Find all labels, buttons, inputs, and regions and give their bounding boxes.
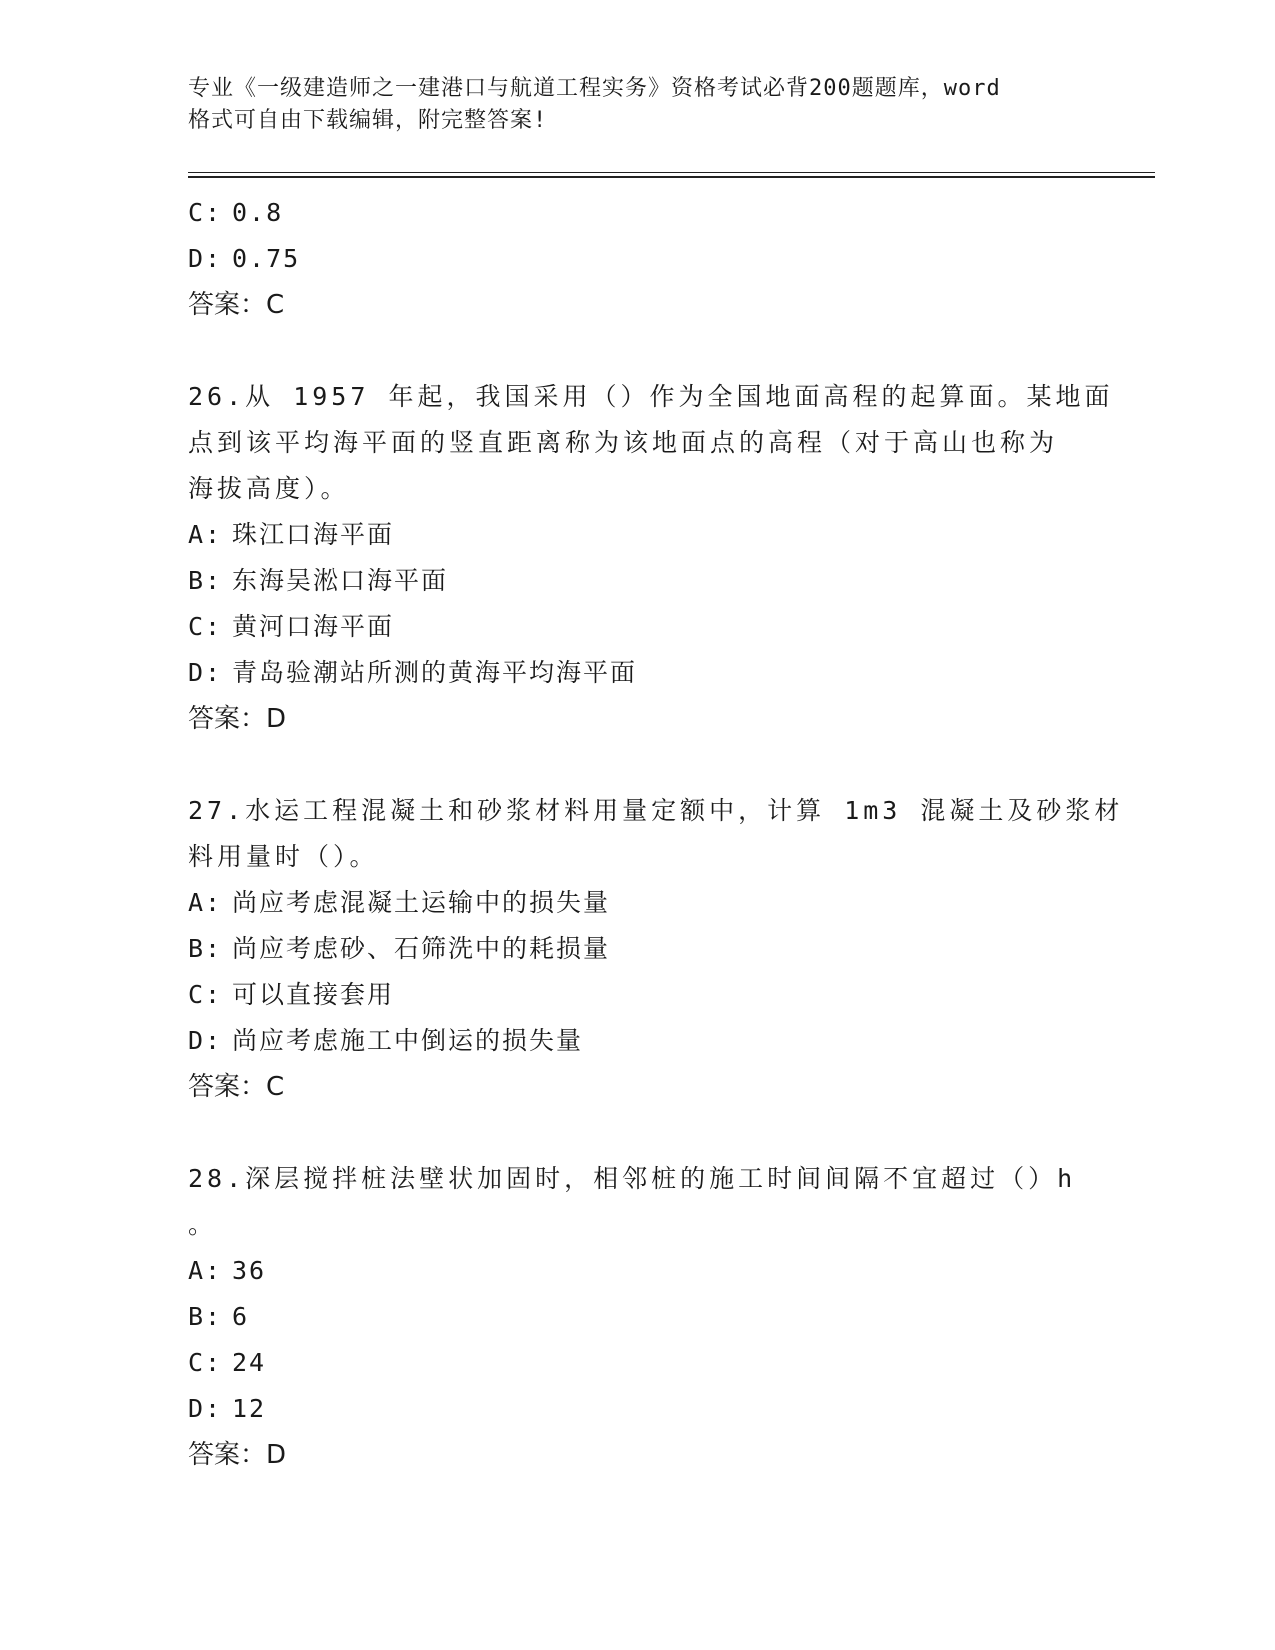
- question-text-line: 海拔高度）。: [188, 474, 350, 503]
- header-divider-thin: [188, 172, 1155, 173]
- header-divider-thick: [188, 176, 1155, 178]
- question-text-line: 26.从 1957 年起，我国采用（）作为全国地面高程的起算面。某地面: [188, 382, 1114, 411]
- option-a: A: 36: [188, 1256, 267, 1285]
- option-d: D: 12: [188, 1394, 267, 1423]
- answer: 答案：C: [188, 290, 285, 320]
- question-25-tail: [188, 190, 1088, 328]
- option-c: C: 0.8: [188, 198, 284, 227]
- document-header: [188, 73, 1068, 137]
- option-a: A: 尚应考虑混凝土运输中的损失量: [188, 888, 611, 917]
- option-d: D: 青岛验潮站所测的黄海平均海平面: [188, 658, 638, 687]
- question-text-line: 。: [188, 1210, 218, 1239]
- question-text-line: 27.水运工程混凝土和砂浆材料用量定额中，计算 1m3 混凝土及砂浆材: [188, 796, 1124, 825]
- spacer: [188, 742, 1088, 788]
- header-line-2: 格式可自由下载编辑，附完整答案!: [188, 108, 548, 133]
- option-c: C: 24: [188, 1348, 267, 1377]
- question-text-line: 点到该平均海平面的竖直距离称为该地面点的高程（对于高山也称为: [188, 428, 1059, 457]
- spacer: [188, 1110, 1088, 1156]
- option-c: C: 可以直接套用: [188, 980, 395, 1009]
- question-text-line: 料用量时（）。: [188, 842, 379, 871]
- option-b: B: 尚应考虑砂、石筛洗中的耗损量: [188, 934, 611, 963]
- option-d: D: 尚应考虑施工中倒运的损失量: [188, 1026, 584, 1055]
- answer: 答案：D: [188, 704, 287, 734]
- answer: 答案：D: [188, 1440, 287, 1470]
- answer: 答案：C: [188, 1072, 285, 1102]
- header-line-1: 专业《一级建造师之一建港口与航道工程实务》资格考试必背200题题库，word: [188, 76, 1001, 101]
- question-27: [188, 788, 1124, 1110]
- spacer: [188, 328, 1088, 374]
- option-c: C: 黄河口海平面: [188, 612, 395, 641]
- question-text-line: 28.深层搅拌桩法壁状加固时，相邻桩的施工时间间隔不宜超过（）h: [188, 1164, 1077, 1193]
- option-a: A: 珠江口海平面: [188, 520, 395, 549]
- question-26: [188, 374, 1114, 742]
- option-b: B: 东海吴淞口海平面: [188, 566, 449, 595]
- option-b: B: 6: [188, 1302, 250, 1331]
- question-28: [188, 1156, 1088, 1478]
- option-d: D: 0.75: [188, 244, 301, 273]
- question-list: [188, 190, 1124, 1478]
